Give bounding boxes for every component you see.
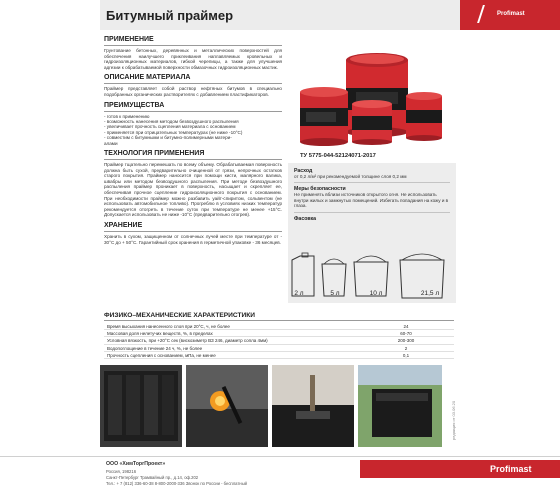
advantages-list: [104, 114, 282, 146]
address-line: Россия, 198216: [106, 469, 137, 474]
company-name: ООО «ХимТоргПроект»: [106, 461, 166, 467]
packaging-label: 10 л: [369, 290, 383, 297]
section-heading: ОПИСАНИЕ МАТЕРИАЛА: [104, 74, 282, 84]
property-name: Прочность сцепления с основанием, мПа, не менее: [107, 352, 216, 358]
section-technology: [104, 150, 282, 218]
section-text: Хранить в сухом, защищенном от солнечных лучей месте при температуре от - 30°С до + 50°С. Гарантийный срок хранения в герметичной упаковке - 36 месяцев.: [104, 233, 282, 245]
table-row: [104, 345, 454, 352]
list-item: - совместим с битумными и битумно-полимерными матери-: [104, 135, 232, 141]
list-item: - возможность нанесения методом безвоздушного распыления: [104, 118, 239, 124]
property-value: 2: [404, 345, 408, 351]
divider: [294, 212, 450, 213]
revision-note: [449, 362, 457, 442]
product-image: [286, 42, 452, 152]
section-text: Праймер представляет собой раствор нефтяных битумов в специально подобранных органических растворителях с добавлением пластификаторов.: [104, 86, 282, 97]
packaging-labels: [280, 288, 460, 308]
list-item: - готов к применению: [104, 113, 150, 119]
safety-text: Не применять вблизи источников открытого огня. Не использовать внутри жилых и замкнутых помещений. Избегать попадания на кожу и в глаза.: [294, 192, 449, 209]
footer: [0, 456, 560, 504]
page-title: Битумный праймер: [106, 8, 234, 23]
spec-code: ТУ 5775-044-52124071-2017: [300, 153, 376, 159]
property-name: Водопоглощение в течение 24 ч, %, не более: [107, 345, 203, 351]
section-text: Праймер тщательно перемешать по всему объему. Обрабатываемая поверхность должна быть сухой, предварительно очищенной от грязи, непрочных остатков старого покрытия. Праймер наносится при помощи кисти, малярного валика, швабры или методом безвоздушного распыления. При методе безвоздушного распыления праймер проникает в поверхность, насыщает и скрепляет ее, обеспечивая прочное сцепление гидроизоляционного покрытия с основанием. При необходимости праймер можно разбавить уайт-спиритом, сольвентом (не использовать автомобильное топливо). Прогреблю в условиях низких температур рекомендуется отогреть в течение суток при температуре не менее +15°С. Допускается использовать не ниже -10°С (предварительно отогрев).: [104, 162, 282, 218]
footer-brand-logo: Profimast: [490, 464, 532, 474]
packaging-label: 21,5 л: [420, 290, 440, 297]
property-name: Условная вязкость, при +20°С сек (вискозиметр ВЗ 246, диаметр сопла 4мм): [107, 338, 268, 344]
section-heading: ХРАНЕНИЕ: [104, 222, 282, 232]
photo-blocks: [100, 365, 182, 447]
packaging-heading: Фасовка: [294, 215, 317, 222]
table-row: [104, 323, 454, 330]
left-column: [104, 36, 282, 249]
section-storage: [104, 222, 282, 245]
divider: [294, 182, 450, 183]
phone-line: Тел.: + 7 (812) 336-60-38 8-800-2000-336 Звонок по России - бесплатный: [106, 481, 247, 486]
list-item: алами: [104, 140, 118, 146]
property-value: 60-70: [400, 331, 412, 337]
consumption-heading: Расход: [294, 168, 313, 174]
table-row: [104, 352, 454, 359]
section-heading: ПРЕИМУЩЕСТВА: [104, 102, 282, 112]
section-heading: ПРИМЕНЕНИЕ: [104, 36, 282, 46]
table-row: [104, 337, 454, 344]
section-purpose: [104, 36, 282, 70]
consumption-text: от 0,2 л/м² при рекомендуемой толщине слоя 0,2 мм: [294, 174, 407, 179]
property-value: 200-300: [397, 338, 415, 344]
properties-table: [104, 323, 454, 359]
address-line: Санкт-Петербург Трамвайный пр., д.14, оф.202: [106, 475, 199, 480]
list-item: - применяется при отрицательных температурах (не ниже -10°С): [104, 129, 243, 135]
photo-torch: [186, 365, 268, 447]
product-buckets-illustration: [286, 42, 452, 152]
photo-foundation: [358, 365, 442, 447]
section-description: [104, 74, 282, 97]
section-advantages: [104, 102, 282, 146]
brand-logo: Profimast: [497, 11, 525, 17]
section-text: Грунтование бетонных, деревянных и металлических поверхностей для обеспечения наилучшего приклеивания наплавляемых кровельных и гидроизоляционных материалов, гибкой черепицы, а также для улучшения адгезии к обрабатываемой поверхности обмазочных гидроизоляционных мастик.: [104, 48, 282, 70]
properties-heading: ФИЗИКО–МЕХАНИЧЕСКИЕ ХАРАКТЕРИСТИКИ: [104, 312, 256, 319]
packaging-label: 2 л: [294, 290, 304, 297]
section-heading: ТЕХНОЛОГИЯ ПРИМЕНЕНИЯ: [104, 150, 282, 160]
table-row: [104, 330, 454, 337]
property-value: 24: [403, 324, 409, 329]
photo-roller: [272, 365, 354, 447]
safety-heading: Меры безопасности: [294, 186, 346, 193]
packaging-label: 5 л: [330, 290, 340, 297]
photo-strip: [100, 365, 442, 447]
property-name: Массовая доля нелетучих веществ, %, в пределах: [107, 331, 213, 337]
revision-text: редакция от 03.06.20: [451, 400, 456, 440]
divider: [0, 456, 560, 457]
property-name: Время высыхания нанесенного слоя при 20°С, ч, не более: [107, 324, 230, 329]
divider: [104, 320, 454, 321]
property-value: 0,1: [402, 352, 410, 358]
list-item: - увеличивает прочность сцепления материала с основанием: [104, 124, 236, 130]
